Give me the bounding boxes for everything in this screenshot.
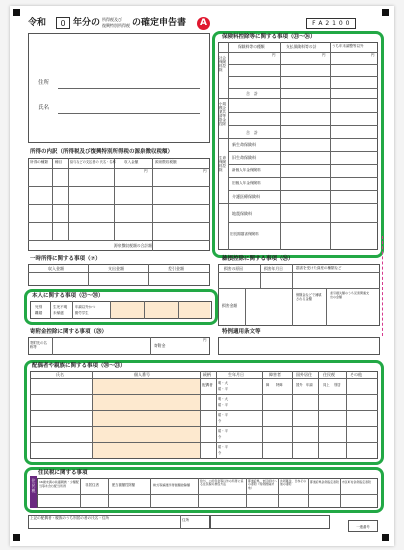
income-col-payer: 給与などの支払者の 氏名・名称 [70, 160, 116, 164]
resident-section-title: 住民税に関する事項 [38, 470, 88, 476]
address-label: 住所 [38, 80, 50, 86]
title-small-top: 所得税及び [102, 17, 122, 22]
year-input[interactable]: 0 [56, 17, 70, 29]
insurance-sum-2: 合 計 [246, 130, 258, 135]
era-label: 令和 [28, 18, 47, 28]
footer-address-label: 住所 [182, 518, 190, 522]
resident-side-label: 住民税 [30, 476, 37, 508]
self-option-nonyearend[interactable]: 年調以外かつ [75, 305, 96, 309]
onetime-section-title: 一時所得に関する事項（⑦） [30, 256, 101, 262]
special-table [218, 337, 380, 355]
registration-mark [382, 9, 389, 16]
income-col-item: 種目 [55, 160, 63, 164]
income-col-revenue: 収入金額 [124, 160, 139, 164]
registration-mark [382, 534, 389, 541]
self-option-student[interactable]: 勤労学生 [75, 311, 89, 315]
insurance-col-other: うち年末調整等以外 [332, 44, 364, 48]
marker-a-badge: A [197, 17, 210, 30]
income-col-withholding: 源泉徴収税額 [155, 160, 177, 164]
separate-dependents-note: 上記の配偶者・親族のうち別居の者の氏名・住所 [30, 516, 110, 520]
income-total-label: 源泉徴収税額の合計額 [114, 243, 152, 248]
life-insurance-label: 生命保険料控除 [219, 156, 226, 173]
insurance-col-paid: 支払保険料等の計 [286, 44, 317, 49]
page-title: の確定申告書 [132, 18, 187, 28]
income-col-type: 所得の種類 [30, 160, 48, 164]
form-code: F A 2 1 0 0 [306, 18, 356, 29]
footer-address-field[interactable] [210, 515, 330, 529]
name-label: 氏名 [38, 105, 50, 111]
tax-return-form: 令和 0 年分の 所得税及び 復興特別所得税 の確定申告書 A F A 2 1 0 0 住所 氏名 所得の内訳（所得税及び復興特別所得税の源泉徴収税額） 所得の種類 種目 給与などの支払者の 氏名・名称 収入金額 源泉徴収税額 円 円 源泉徴収税額の合計額 保険料控除等に関する事項（⑬〜⑯） 保険料等の種類 支払保険料等の計 うち年末調整等以外 円 円 円 社会保険料控除 合 計 小規模企業共済等掛金控除 合 計 生命保険料控除 新生命保険料 旧生命保険料 新個人年金保険料 旧個人年金保険料 介護医療保険料 地震保険料 旧長期損害保険料 一時所得に関する事項（⑦） 収入金額 支出金額 差引金額 雑損控除に関する事項（㉖） 損害の原因 損害年月日 損害を受けた資産の種類など 損害金額 保険金などで補填される金額 差引損失額のうち災害関連支出の金額 本人に関する事項（⑰〜⑳） 死別 離婚 生死不明 未帰還 年調以外かつ 勤労学生 寄附金控除に関する事項（㉘） 寄附先の名称等 寄附金 円 特例適用条文等 配偶者や親族に関する事項（⑳〜㉓） 氏名 個人番号 続柄 生年月日 障害者 国外居住 住民税 その他 配偶者 明・大 昭・平 明・大 昭・平 昭・平 令 昭・平 令 昭・平 令 障 特障 国外 年調 同上 別居 住民税に関する事項 住民税 16歳未満の扶養親族・少額配当等を含む配当所得 非居住者 配当割額控除額 株式等譲渡所得割額控除額 給与、公的年金等以外の所得に係る住民税の徴収方法 都道府県、市区町村への寄附（特例控除対象） 共同募金、日赤その他の寄附 都道府県条例指定寄附 市区町村条例指定寄附 上記の配偶者・親族のうち別居の者の氏名・住所 住所 一連番号 [10, 6, 394, 546]
dependents-section-title: 配偶者や親族に関する事項（⑳〜㉓） [32, 363, 126, 369]
registration-mark [13, 534, 20, 541]
self-option-unknown[interactable]: 生死不明 [53, 305, 68, 309]
insurance-sum-1: 合 計 [246, 91, 258, 96]
self-option-bereaved[interactable]: 死別 [35, 305, 43, 309]
registration-mark [13, 9, 20, 16]
donation-section-title: 寄附金控除に関する事項（㉘） [30, 329, 108, 335]
income-section-title: 所得の内訳（所得税及び復興特別所得税の源泉徴収税額） [30, 149, 174, 155]
small-business-label: 小規模企業共済等掛金控除 [219, 102, 226, 127]
self-section-title: 本人に関する事項（⑰〜⑳） [32, 293, 104, 299]
donation-table [28, 337, 210, 355]
insurance-col-kind: 保険料等の種類 [238, 44, 265, 49]
special-section-title: 特例適用条文等 [222, 329, 261, 335]
social-insurance-label: 社会保険料控除 [219, 56, 226, 73]
insurance-section-title: 保険料控除等に関する事項（⑬〜⑯） [222, 34, 316, 40]
self-option-unreturned[interactable]: 未帰還 [53, 311, 64, 315]
casualty-section-title: 雑損控除に関する事項（㉖） [222, 256, 294, 262]
spouse-label: 配偶者 [202, 383, 213, 387]
serial-number-box: 一連番号 [348, 520, 378, 532]
self-option-divorced[interactable]: 離婚 [35, 311, 43, 315]
fold-guide [382, 236, 383, 336]
title-small-bottom: 復興特別所得税 [102, 23, 130, 28]
title-mid: 年分の [73, 18, 101, 28]
